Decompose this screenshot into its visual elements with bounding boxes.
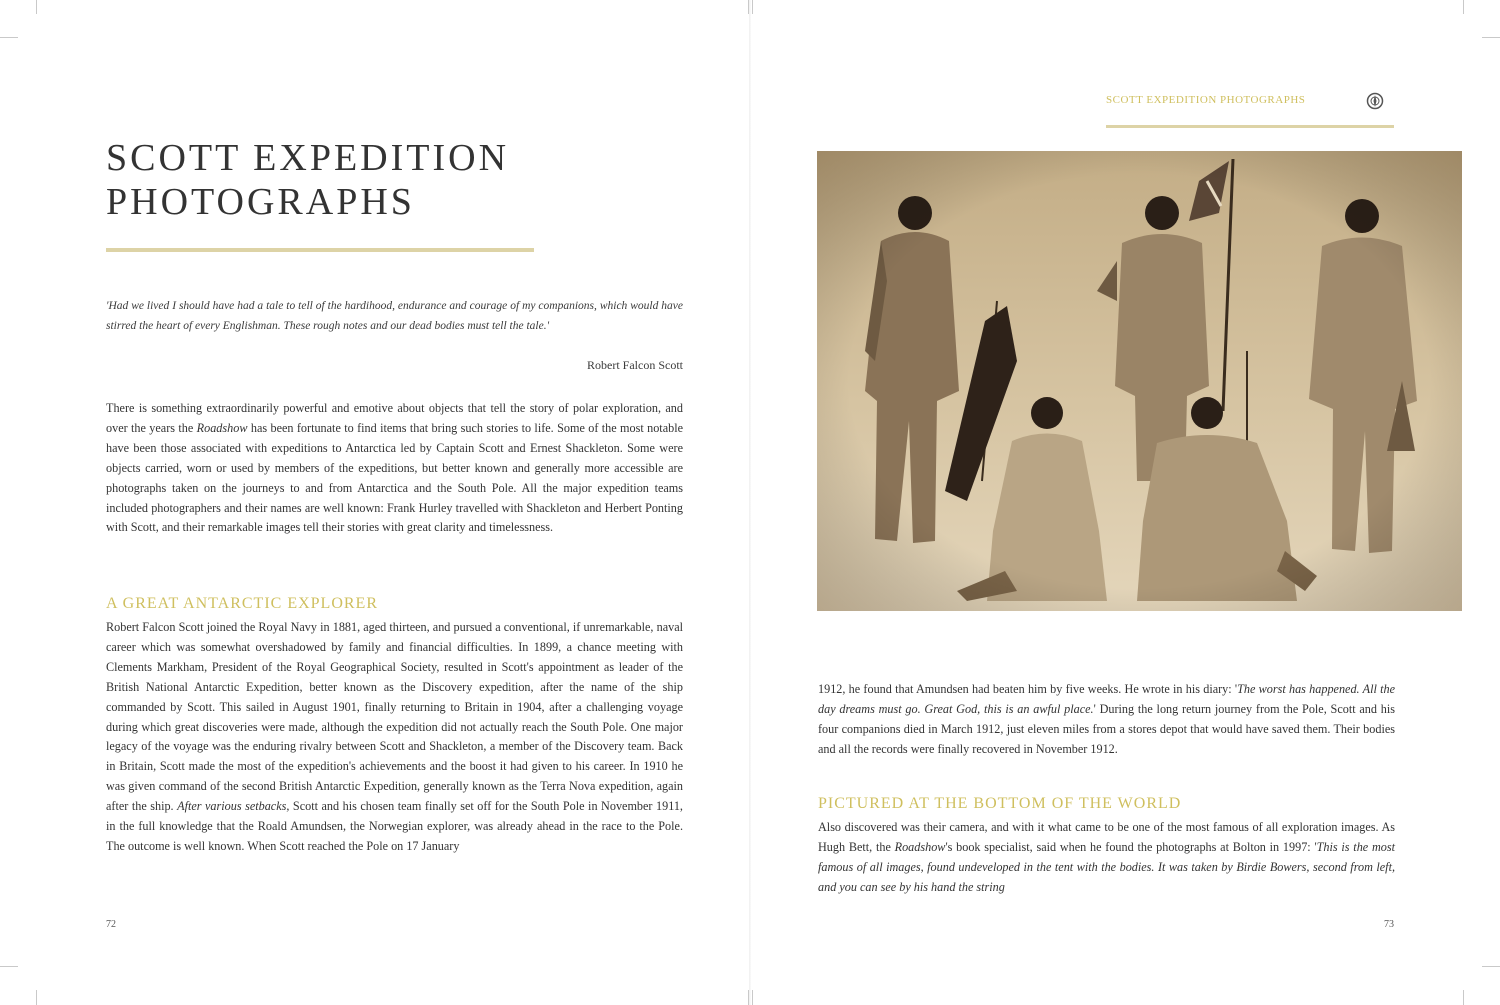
- section-heading: A GREAT ANTARCTIC EXPLORER: [106, 595, 378, 612]
- crop-mark: [1463, 990, 1464, 1005]
- intro-paragraph: [106, 399, 683, 538]
- page-gutter: [749, 0, 751, 1005]
- compass-icon: [1366, 92, 1384, 110]
- title-rule: [106, 248, 534, 252]
- crop-mark: [1463, 0, 1464, 14]
- crop-mark: [752, 990, 753, 1005]
- crop-mark: [0, 966, 18, 967]
- expedition-photograph: [817, 151, 1462, 611]
- page-number-left: 72: [106, 919, 116, 930]
- crop-mark: [1482, 966, 1500, 967]
- crop-mark: [36, 990, 37, 1005]
- crop-mark: [0, 37, 18, 38]
- text-run-italic: Roadshow: [894, 839, 946, 854]
- text-run-italic: The worst has happened. All the day dreams must go. Great God, this is an awful place.: [818, 682, 1395, 716]
- text-run: There is something extraordinarily powerful and emotive about objects that tell the story of polar exploration, and over the years the: [106, 401, 683, 435]
- text-run-italic: After various setbacks,: [177, 799, 290, 814]
- continued-paragraph: [818, 680, 1395, 760]
- crop-mark: [1482, 37, 1500, 38]
- section-paragraph: [818, 818, 1395, 898]
- page-title-line-2: PHOTOGRAPHS: [106, 181, 415, 223]
- epigraph-quote: 'Had we lived I should have had a tale to tell of the hardihood, endurance and courage of my companions, which would have stirred the heart of every Englishman. These rough notes and our dead bodies must tell the tale.': [106, 300, 683, 332]
- text-run: has been fortunate to find items that bring such stories to life. Some of the most notable have been those associated with expeditions to Antarctica led by Captain Scott and Ernest Shackleton. Some were objects carried, worn or used by members of the expeditions, but better known and generally more accessible are photographs taken on the journeys to and from Antarctica and the South Pole. All the major expedition teams included photographers and their names are well known: Frank Hurley travelled with Shackleton and Herbert Ponting with Scott, and their remarkable images tell their stories with great clarity and timelessness.: [106, 420, 683, 535]
- epigraph-author: Robert Falcon Scott: [587, 358, 683, 372]
- section-heading: PICTURED AT THE BOTTOM OF THE WORLD: [818, 795, 1182, 812]
- text-run-italic: Roadshow: [196, 420, 248, 435]
- text-run: 1912, he found that Amundsen had beaten him by five weeks. He wrote in his diary: ': [818, 682, 1238, 696]
- text-run: Scott and his chosen team finally set off for the South Pole in November 1911, in the full knowledge that the Roald Amundsen, the Norwegian explorer, was already ahead in the race to the Pole. The outcome is well known. When Scott reached the Pole on 17 January: [106, 799, 683, 853]
- text-run: Also discovered was their camera, and with it what came to be one of the most famous of all exploration images. As Hugh Bett, the: [818, 820, 1395, 854]
- crop-mark: [752, 0, 753, 14]
- crop-mark: [36, 0, 37, 14]
- running-head-rule: [1106, 125, 1394, 128]
- running-head: SCOTT EXPEDITION PHOTOGRAPHS: [1106, 94, 1306, 106]
- page-title: [106, 136, 576, 224]
- text-run: 's book specialist, said when he found the photographs at Bolton in 1997: ': [945, 839, 1317, 854]
- page-number-right: 73: [1384, 919, 1394, 930]
- section-paragraph: [106, 618, 683, 857]
- page-title-line-1: SCOTT EXPEDITION: [106, 137, 510, 179]
- text-run: Robert Falcon Scott joined the Royal Navy in 1881, aged thirteen, and pursued a conventional, if unremarkable, naval career which was somewhat overshadowed by family and financial difficulties. In 1899, a chance meeting with Clements Markham, President of the Royal Geographical Society, resulted in Scott's appointment as leader of the British National Antarctic Expedition, better known as the Discovery expedition, after the name of the ship commanded by Scott. This sailed in August 1901, finally returning to Britain in 1904, after a challenging voyage during which great discoveries were made, although the expedition did not actually reach the South Pole. One major legacy of the voyage was the enduring rivalry between Scott and Shackleton, a member of the Discovery team. Back in Britain, Scott made the most of the expedition's achievements and the boost it had given to his career. In 1910 he was given command of the second British Antarctic Expedition, generally known as the Terra Nova expedition, again after the ship.: [106, 620, 683, 814]
- text-run-italic: This is the most famous of all images, found undeveloped in the tent with the bodies. It was taken by Birdie Bowers, second from left, and you can see by his hand the string: [818, 839, 1395, 894]
- text-run: ' During the long return journey from the Pole, Scott and his four companions died in March 1912, just eleven miles from a stores depot that would have saved them. Their bodies and all the records were finally recovered in November 1912.: [818, 701, 1395, 756]
